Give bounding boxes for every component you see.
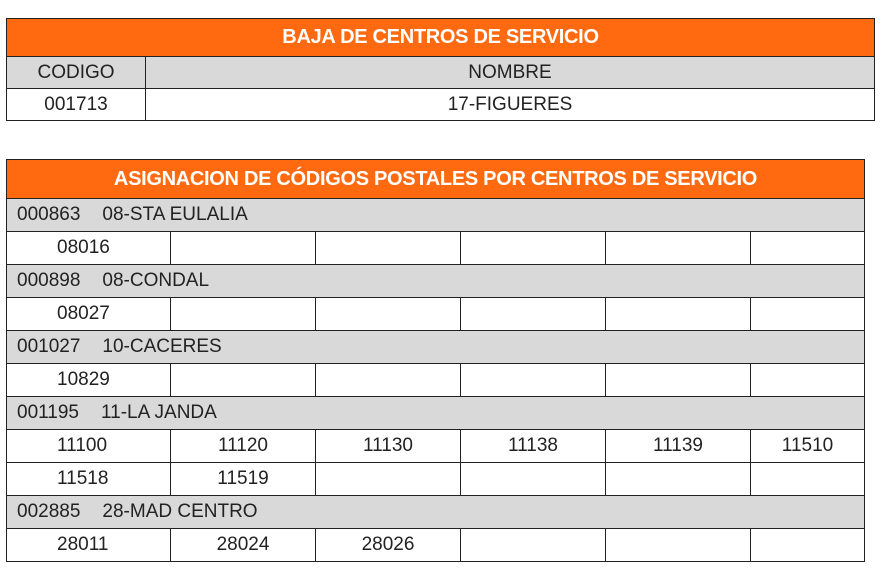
postal-code-cell: 11120 (171, 430, 316, 463)
postal-code-cell (171, 298, 316, 331)
center-code: 000898 (17, 270, 81, 291)
center-code: 000863 (17, 204, 81, 225)
postal-code-cell (461, 364, 606, 397)
center-name: 08-STA EULALIA (102, 204, 248, 225)
postal-code-cell: 11139 (606, 430, 751, 463)
postal-code-cell (461, 232, 606, 265)
center-code: 001195 (17, 402, 79, 423)
table-row (7, 463, 865, 496)
postal-code-cell (751, 298, 865, 331)
center-name: 28-MAD CENTRO (102, 501, 258, 522)
center-name: 08-CONDAL (102, 270, 210, 291)
postal-code-cell (171, 364, 316, 397)
baja-nombre-cell: 17-FIGUERES (146, 89, 875, 121)
asignacion-body (7, 199, 865, 562)
asignacion-title-row (7, 160, 865, 199)
postal-code-cell (606, 232, 751, 265)
postal-code-cell: 28026 (316, 529, 461, 562)
postal-code-cell: 28024 (171, 529, 316, 562)
postal-code-cell: 28011 (7, 529, 171, 562)
postal-code-cell: 11510 (751, 430, 865, 463)
center-header-cell (7, 331, 865, 364)
postal-code-cell (751, 463, 865, 496)
center-code: 001027 (17, 336, 81, 357)
postal-code-cell (606, 364, 751, 397)
table-row (7, 232, 865, 265)
postal-code-cell (751, 529, 865, 562)
center-header-cell (7, 199, 865, 232)
center-code: 002885 (17, 501, 81, 522)
postal-code-cell (751, 364, 865, 397)
asignacion-title: ASIGNACION DE CÓDIGOS POSTALES POR CENTROS DE SERVICIO (7, 160, 865, 199)
center-header-row (7, 199, 865, 232)
postal-code-cell: 11100 (7, 430, 171, 463)
postal-code-cell: 11518 (7, 463, 171, 496)
postal-code-cell: 11130 (316, 430, 461, 463)
postal-code-cell: 08027 (7, 298, 171, 331)
center-header-row (7, 265, 865, 298)
baja-centros-table (6, 18, 875, 121)
postal-code-cell (316, 364, 461, 397)
postal-code-cell (606, 298, 751, 331)
postal-code-cell: 08016 (7, 232, 171, 265)
postal-code-cell (316, 232, 461, 265)
center-header-row (7, 397, 865, 430)
asignacion-codigos-table (6, 159, 865, 562)
postal-code-cell (751, 232, 865, 265)
postal-code-cell (171, 232, 316, 265)
table-row (7, 298, 865, 331)
postal-code-cell: 10829 (7, 364, 171, 397)
baja-header-row (7, 57, 875, 89)
postal-code-cell: 11138 (461, 430, 606, 463)
postal-code-cell (316, 298, 461, 331)
center-header-cell (7, 265, 865, 298)
baja-title-row (7, 19, 875, 57)
table-row (7, 364, 865, 397)
baja-codigo-cell: 001713 (7, 89, 146, 121)
postal-code-cell (461, 529, 606, 562)
center-header-row (7, 331, 865, 364)
postal-code-cell (461, 298, 606, 331)
center-header-row (7, 496, 865, 529)
postal-code-cell (606, 463, 751, 496)
table-row (7, 430, 865, 463)
table-row (7, 89, 875, 121)
center-name: 10-CACERES (102, 336, 222, 357)
postal-code-cell: 11519 (171, 463, 316, 496)
center-name: 11-LA JANDA (101, 402, 217, 423)
table-row (7, 529, 865, 562)
baja-title: BAJA DE CENTROS DE SERVICIO (7, 19, 875, 57)
postal-code-cell (606, 529, 751, 562)
postal-code-cell (461, 463, 606, 496)
postal-code-cell (316, 463, 461, 496)
center-header-cell (7, 397, 865, 430)
nombre-header: NOMBRE (146, 57, 875, 89)
codigo-header: CODIGO (7, 57, 146, 89)
center-header-cell (7, 496, 865, 529)
